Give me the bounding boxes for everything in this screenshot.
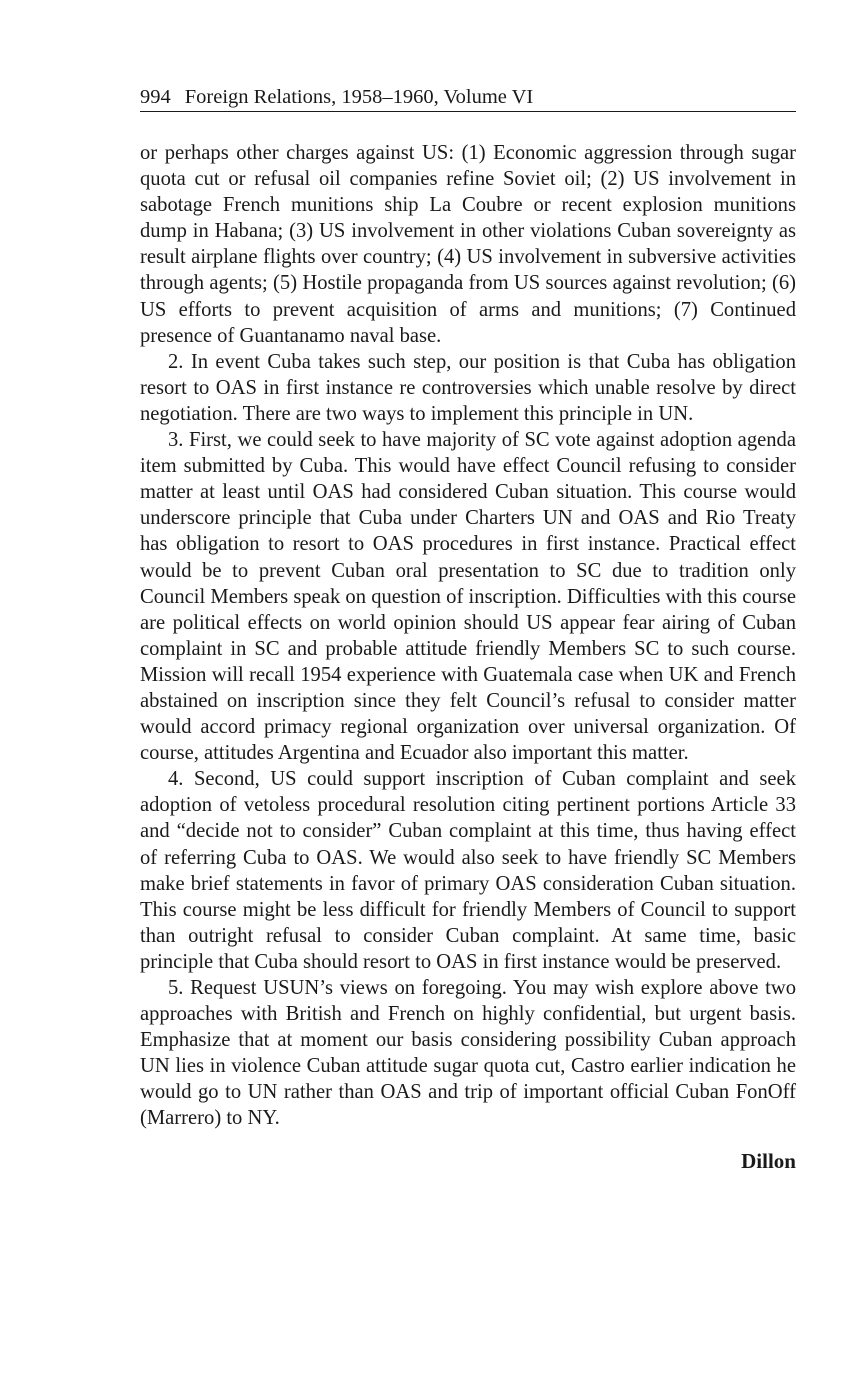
signature: Dillon [741,1148,796,1173]
paragraph-5: 5. Request USUN’s views on foregoing. You may wish explore above two approaches with British and French on highly confidential, but urgent basis. Emphasize that at moment our basis considering possibility Cuban approach UN lies in violence Cuban attitude sugar quota cut, Castro earlier indication he would go to UN rather than OAS and trip of important official Cuban FonOff (Marrero) to NY. [140,977,796,1130]
document-page [140,84,796,1174]
document-body [140,140,796,1132]
running-header [140,84,796,112]
volume-title: Foreign Relations, 1958–1960, Volume VI [184,86,534,108]
paragraph-3: 3. First, we could seek to have majority of SC vote against adoption agenda item submitted by Cuba. This would have effect Council refusing to consider matter at least until OAS had considered Cuban situation. This course would underscore principle that Cuba under Charters UN and OAS and Rio Treaty has obligation to resort to OAS procedures in first instance. Practical effect would be to prevent Cuban oral presentation to SC due to tradition only Council Members speak on question of inscription. Difficulties with this course are political effects on world opinion should US appear fear airing of Cuban complaint in SC and probable attitude friendly Members SC to such course. Mission will recall 1954 experience with Guatemala case when UK and French abstained on inscription since they felt Council’s refusal to consider matter would accord primacy regional organization over universal organization. Of course, attitudes Argentina and Ecuador also important this matter. [140,429,796,765]
paragraph-4: 4. Second, US could support inscription of Cuban complaint and seek adoption of vetoless procedural resolution citing pertinent portions Article 33 and “decide not to consider” Cuban complaint at this time, thus having effect of referring Cuba to OAS. We would also seek to have friendly SC Members make brief statements in favor of primary OAS consideration Cuban situation. This course might be less difficult for friendly Members of Council to support than outright refusal to consider Cuban complaint. At same time, basic principle that Cuba should resort to OAS in first instance would be preserved. [140,768,796,973]
paragraph-2: 2. In event Cuba takes such step, our position is that Cuba has obligation resort to OAS in first instance re controversies which unable resolve by direct negotiation. There are two ways to implement this principle in UN. [140,350,796,425]
page-number: 994 [140,86,171,108]
paragraph-continued-charges: or perhaps other charges against US: (1) Economic aggression through sugar quota cut or refusal oil companies refine Soviet oil; (2) US involvement in sabotage French munitions ship La Coubre or recent explosion munitions dump in Habana; (3) US involvement in other violations Cuban sovereignty as result airplane flights over country; (4) US involvement in subversive activities through agents; (5) Hostile propaganda from US sources against revolution; (6) US efforts to prevent acquisition of arms and munitions; (7) Continued presence of Guantanamo naval base. [140,142,796,347]
